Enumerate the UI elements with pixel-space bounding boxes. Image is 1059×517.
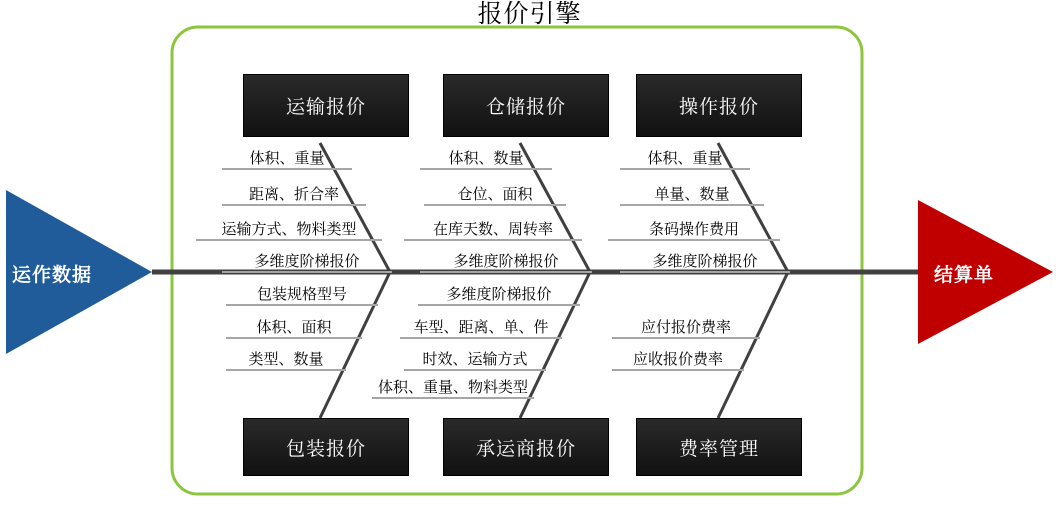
bone-label-warehouse-2: 仓位、面积 [457,186,533,203]
bone-label-operation-3: 条码操作费用 [648,221,739,238]
bone-label-packaging-3: 类型、数量 [248,351,324,368]
output-label: 结算单 [934,265,995,286]
rib-rate [718,272,788,418]
bone-label-rate-1: 应付报价费率 [640,319,731,336]
bone-label-carrier-2: 车型、距离、单、件 [413,319,549,336]
bone-label-transport-2: 距离、折合率 [248,186,339,203]
category-box-carrier-quote[interactable]: 承运商报价 [443,418,609,476]
bone-label-carrier-3: 时效、运输方式 [422,351,528,368]
input-label: 运作数据 [12,265,93,286]
bone-label-packaging-2: 体积、面积 [256,319,332,336]
bone-label-warehouse-3: 在库天数、周转率 [432,221,553,238]
bone-label-carrier-1: 多维度阶梯报价 [446,286,552,303]
category-box-operation-quote[interactable]: 操作报价 [636,74,802,137]
bone-label-carrier-4: 体积、重量、物料类型 [377,379,528,396]
bone-label-transport-4: 多维度阶梯报价 [254,253,360,270]
category-box-packaging-quote[interactable]: 包装报价 [243,418,409,476]
category-box-transport-quote[interactable]: 运输报价 [243,74,409,137]
category-box-warehouse-quote[interactable]: 仓储报价 [443,74,609,137]
bone-label-packaging-1: 包装规格型号 [256,286,347,303]
bone-label-warehouse-4: 多维度阶梯报价 [453,253,559,270]
category-box-rate-management[interactable]: 费率管理 [636,418,802,476]
bone-label-transport-1: 体积、重量 [249,150,325,167]
bone-label-operation-1: 体积、重量 [647,150,723,167]
bone-label-operation-2: 单量、数量 [654,186,730,203]
bone-label-rate-2: 应收报价费率 [632,351,723,368]
bone-label-transport-3: 运输方式、物料类型 [221,221,357,238]
bone-label-warehouse-1: 体积、数量 [448,150,524,167]
bone-label-operation-4: 多维度阶梯报价 [652,253,758,270]
page-title: 报价引擎 [477,0,582,28]
